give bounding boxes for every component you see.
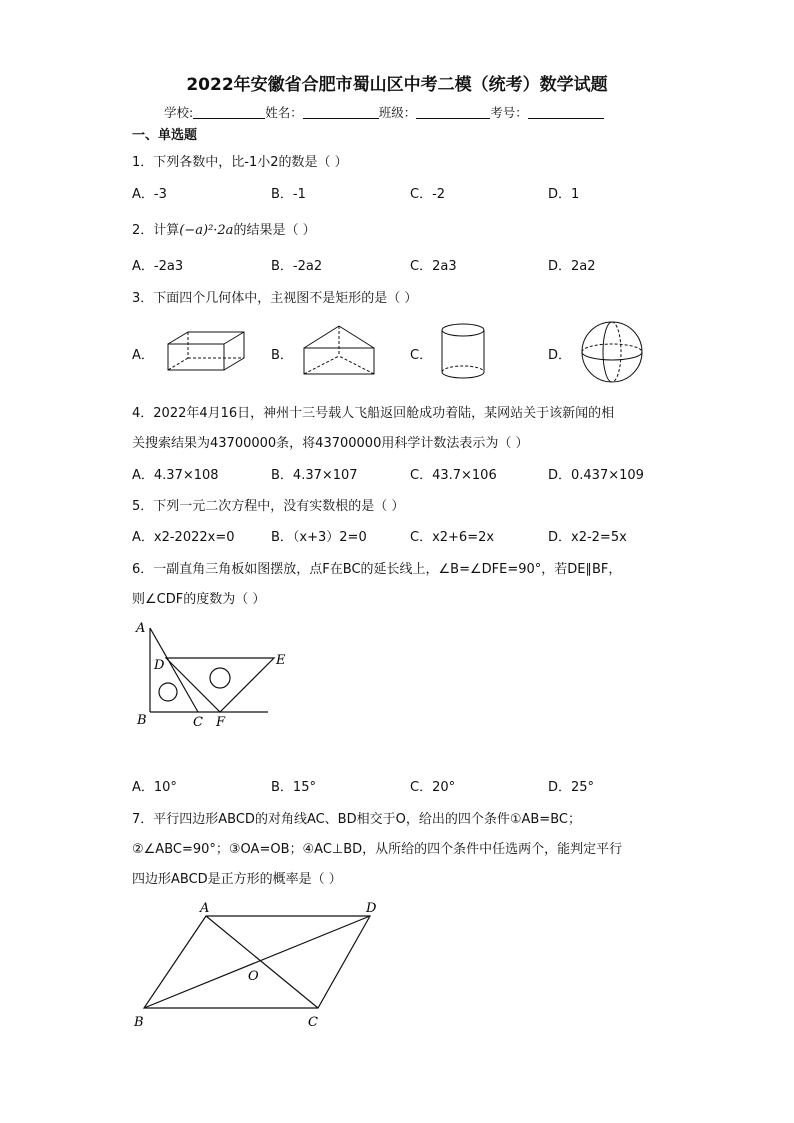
question-1-text: 1．下列各数中，比-1小2的数是（ ） (132, 155, 348, 170)
q6-option-c[interactable]: C．20° (410, 780, 456, 795)
q3-option-c-label[interactable]: C． (410, 348, 433, 363)
question-5-text: 5．下列一元二次方程中，没有实数根的是（ ） (132, 499, 405, 514)
cylinder-figure (436, 320, 492, 382)
cuboid-figure (160, 328, 250, 374)
q6-label-a: A (136, 621, 146, 636)
q1-option-a[interactable]: A．-3 (132, 187, 167, 202)
q1-option-d[interactable]: D．1 (548, 187, 580, 202)
page-title: 2022年安徽省合肥市蜀山区中考二模（统考）数学试题 (186, 75, 608, 95)
q5-option-b[interactable]: B．（x+3）2=0 (271, 530, 367, 545)
school-blank[interactable] (193, 106, 265, 119)
q7-label-b: B (134, 1015, 144, 1030)
q4-option-c[interactable]: C．43.7×106 (410, 468, 497, 483)
triangular-prism-figure (296, 322, 382, 378)
class-blank[interactable] (416, 106, 490, 119)
sphere-figure (578, 318, 646, 386)
name-blank[interactable] (303, 106, 379, 119)
student-info-line (164, 103, 604, 121)
q2-suffix: 的结果是（ ） (233, 223, 316, 238)
q2-option-d[interactable]: D．2a2 (548, 259, 596, 274)
number-label: 考号： (490, 105, 528, 120)
q7-label-d: D (366, 901, 377, 916)
question-7-line-2: ②∠ABC=90°；③OA=OB；④AC⊥BD，从所给的四个条件中任选两个，能判定平行 (132, 842, 623, 857)
q7-label-a: A (200, 901, 210, 916)
q4-option-a[interactable]: A．4.37×108 (132, 468, 219, 483)
q6-label-d: D (154, 658, 165, 673)
q2-option-b[interactable]: B．-2a2 (271, 259, 323, 274)
section-heading-single-choice: 一、单选题 (132, 128, 198, 143)
question-4-line-1: 4．2022年4月16日，神州十三号载人飞船返回舱成功着陆，某网站关于该新闻的相 (132, 406, 615, 421)
q2-option-c[interactable]: C．2a3 (410, 259, 457, 274)
q7-label-c: C (308, 1015, 318, 1030)
q1-option-b[interactable]: B．-1 (271, 187, 306, 202)
class-label: 班级： (378, 105, 417, 120)
q2-prefix: 2．计算 (132, 223, 180, 238)
question-7-line-3: 四边形ABCD是正方形的概率是（ ） (132, 872, 342, 887)
q6-label-e: E (276, 653, 286, 668)
parallelogram-figure (128, 898, 398, 1034)
q4-option-d[interactable]: D．0.437×109 (548, 468, 644, 483)
q3-option-d-label[interactable]: D． (548, 348, 572, 363)
q6-label-b: B (137, 713, 147, 728)
q1-option-c[interactable]: C．-2 (410, 187, 446, 202)
school-label: 学校: (164, 105, 194, 120)
question-4-line-2: 关搜索结果为43700000条，将43700000用科学计数法表示为（ ） (132, 436, 529, 451)
set-squares-figure (132, 618, 292, 736)
q6-option-d[interactable]: D．25° (548, 780, 595, 795)
q5-option-d[interactable]: D．x2-2=5x (548, 530, 627, 545)
q6-label-f: F (216, 715, 226, 730)
q5-option-a[interactable]: A．x2-2022x=0 (132, 530, 235, 545)
question-7-line-1: 7．平行四边形ABCD的对角线AC、BD相交于O，给出的四个条件①AB=BC； (132, 812, 581, 827)
question-2-text (132, 219, 316, 238)
question-6-line-2: 则∠CDF的度数为（ ） (132, 592, 266, 607)
q7-label-o: O (248, 969, 259, 984)
q6-option-a[interactable]: A．10° (132, 780, 177, 795)
q2-expression: (−a)²·2a (179, 223, 234, 238)
q4-option-b[interactable]: B．4.37×107 (271, 468, 358, 483)
q3-option-a-label[interactable]: A． (132, 348, 154, 363)
name-label: 姓名： (265, 105, 303, 120)
q3-option-b-label[interactable]: B． (271, 348, 293, 363)
question-3-text: 3．下面四个几何体中，主视图不是矩形的是（ ） (132, 291, 418, 306)
q6-label-c: C (193, 715, 203, 730)
question-6-line-1: 6．一副直角三角板如图摆放，点F在BC的延长线上，∠B=∠DFE=90°，若DE∥BF， (132, 562, 622, 577)
q2-option-a[interactable]: A．-2a3 (132, 259, 184, 274)
q6-option-b[interactable]: B．15° (271, 780, 316, 795)
number-blank[interactable] (528, 106, 604, 119)
q5-option-c[interactable]: C．x2+6=2x (410, 530, 495, 545)
